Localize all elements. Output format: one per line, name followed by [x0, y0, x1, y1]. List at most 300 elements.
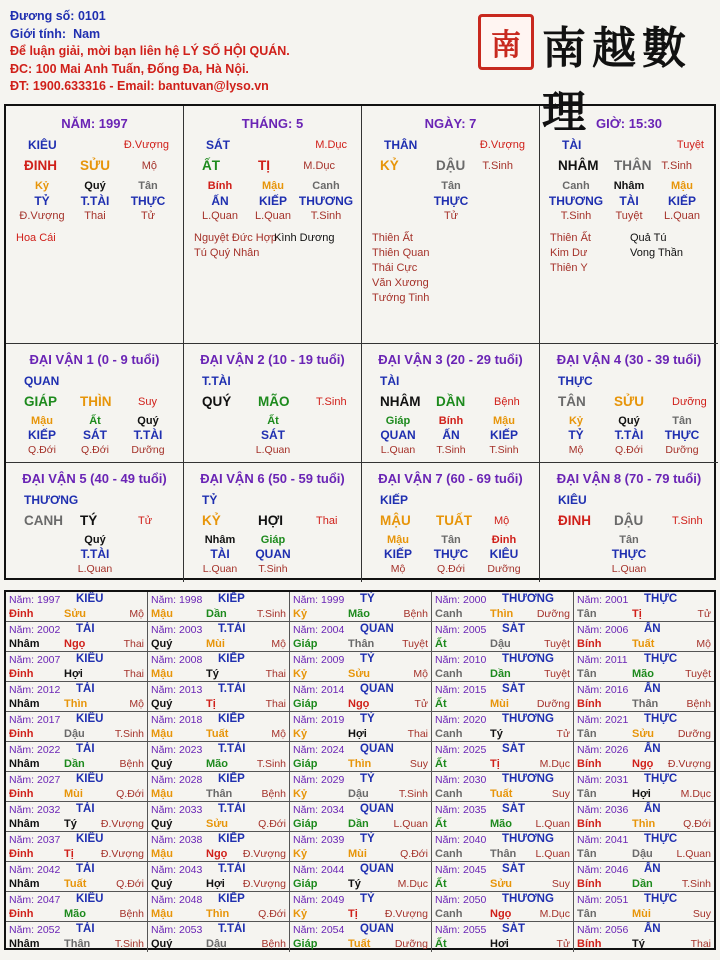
year-branch: Mùi	[490, 698, 509, 710]
year-state: Tuyệt	[544, 638, 570, 650]
year-stem: Ất	[435, 758, 447, 770]
year-stem: Canh	[435, 788, 463, 800]
year-state: Tử	[414, 698, 428, 710]
year-branch: Dậu	[490, 638, 511, 650]
pillar-branch-state: M.Dục	[303, 160, 335, 172]
year-god: KIÊU	[76, 593, 104, 605]
seal-glyph: 南	[491, 28, 521, 63]
hidden-god: TÀI	[619, 194, 639, 208]
dai-van-god: KIÊU	[558, 493, 587, 507]
hidden-state: Mộ	[390, 563, 406, 575]
year-branch: Thìn	[348, 758, 372, 770]
year-stem: Nhâm	[9, 878, 40, 890]
year-label: Năm: 2046	[577, 864, 629, 876]
year-cell	[290, 592, 432, 622]
year-state: Dưỡng	[536, 698, 570, 710]
hidden-stem: Quý	[137, 415, 159, 427]
year-god: QUAN	[360, 623, 394, 635]
year-stem: Tân	[577, 848, 597, 860]
hidden-stem: Tân	[672, 415, 692, 427]
year-god: TỶ	[360, 653, 375, 665]
year-god: SÁT	[502, 863, 525, 875]
year-label: Năm: 2035	[435, 804, 487, 816]
dai-van-god: T.TÀI	[202, 374, 231, 388]
pillar-title: NGÀY: 7	[424, 116, 477, 131]
hidden-state: Dưỡng	[131, 444, 165, 456]
year-cell	[6, 802, 148, 832]
year-cell	[148, 802, 290, 832]
year-god: SÁT	[502, 683, 525, 695]
year-branch: Tuất	[490, 788, 513, 800]
dai-van-title: ĐẠI VẬN 6 (50 - 59 tuổi)	[200, 471, 345, 486]
year-branch: Thìn	[64, 698, 88, 710]
year-branch: Tý	[206, 668, 219, 680]
year-state: Suy	[692, 908, 711, 920]
year-branch: Tý	[348, 878, 361, 890]
dai-van-branch-state: Bệnh	[494, 396, 520, 408]
dai-van-branch: THÌN	[80, 394, 112, 409]
hidden-stem: Mậu	[671, 180, 693, 192]
pillar-title: NĂM: 1997	[61, 116, 128, 131]
year-god: T.TÀI	[218, 803, 246, 815]
hidden-stem: Tân	[619, 534, 639, 546]
year-stem: Ất	[435, 638, 447, 650]
dai-van-stem: KỶ	[202, 513, 221, 528]
hidden-state: L.Quan	[202, 563, 238, 575]
year-stem: Ất	[435, 938, 447, 950]
year-branch: Sửu	[490, 878, 513, 890]
pillar-stem: ẤT	[202, 158, 220, 173]
year-state: Tuyệt	[544, 668, 570, 680]
year-god: KIẾP	[218, 593, 245, 605]
hidden-state: L.Quan	[611, 563, 647, 575]
year-stem: Đinh	[9, 728, 34, 740]
year-stem: Kỷ	[293, 608, 308, 620]
year-cell	[432, 862, 574, 892]
year-label: Năm: 2025	[435, 744, 487, 756]
year-god: ẤN	[644, 803, 661, 815]
year-cell	[290, 772, 432, 802]
year-cell	[6, 592, 148, 622]
pillar-branch: THÂN	[614, 158, 652, 173]
year-stem: Kỷ	[293, 728, 308, 740]
hidden-god: SÁT	[83, 428, 107, 442]
year-state: Bệnh	[261, 788, 286, 800]
year-branch: Mão	[206, 758, 228, 770]
star-name: Thiên Ất	[372, 232, 413, 244]
year-cell	[574, 802, 714, 832]
year-state: Q.Đới	[683, 818, 711, 830]
year-god: THƯƠNG	[502, 593, 554, 605]
chart-header	[10, 8, 290, 96]
year-branch: Thân	[64, 938, 91, 950]
year-stem: Mậu	[151, 608, 173, 620]
year-god: THƯƠNG	[502, 893, 554, 905]
dai-van-branch: DẦN	[436, 394, 466, 409]
year-cell	[148, 832, 290, 862]
year-branch: Tý	[64, 818, 77, 830]
year-state: Bệnh	[686, 698, 711, 710]
year-stem: Bính	[577, 758, 602, 770]
hidden-state: Tuyệt	[615, 210, 643, 222]
star-name: Vong Thần	[630, 247, 684, 259]
star-name: Hoa Cái	[16, 232, 56, 244]
year-state: Q.Đới	[116, 878, 144, 890]
year-cell	[574, 742, 714, 772]
hidden-stem: Bính	[207, 180, 233, 192]
hidden-stem: Tân	[441, 180, 461, 192]
year-branch: Sửu	[206, 818, 229, 830]
year-label: Năm: 2053	[151, 924, 203, 936]
dai-van-cell	[6, 344, 184, 463]
year-state: M.Dục	[539, 758, 570, 770]
hidden-god: T.TÀI	[133, 428, 163, 442]
hidden-state: L.Quan	[255, 444, 291, 456]
dai-van-stem: ĐINH	[558, 513, 591, 528]
year-cell	[574, 592, 714, 622]
year-state: Bệnh	[261, 938, 286, 950]
year-god: QUAN	[360, 743, 394, 755]
year-god: THƯƠNG	[502, 833, 554, 845]
year-label: Năm: 2012	[9, 684, 61, 696]
hidden-stem: Mậu	[493, 415, 515, 427]
year-stem: Giáp	[293, 818, 318, 830]
year-label: Năm: 2003	[151, 624, 203, 636]
dai-van-branch: TÝ	[80, 513, 98, 528]
hidden-stem: Quý	[618, 415, 640, 427]
year-stem: Canh	[435, 908, 463, 920]
year-god: T.TÀI	[218, 623, 246, 635]
red-seal-icon	[478, 14, 534, 70]
star-list-2	[274, 231, 334, 246]
year-god: KIẾP	[218, 773, 245, 785]
year-cell	[148, 712, 290, 742]
hidden-stem: Bính	[438, 415, 464, 427]
year-state: Đ.Vượng	[384, 908, 428, 920]
hidden-god: T.TÀI	[80, 547, 110, 561]
hidden-state: Q.Đới	[437, 563, 465, 575]
star-name: Thiên Ất	[550, 232, 591, 244]
year-label: Năm: 2001	[577, 594, 629, 606]
year-label: Năm: 2033	[151, 804, 203, 816]
dai-van-god: TÀI	[380, 374, 400, 388]
pillar-branch: SỬU	[80, 158, 110, 173]
year-god: KIÊU	[76, 893, 104, 905]
hidden-god: KIẾP	[667, 194, 697, 208]
year-god: TỶ	[360, 593, 375, 605]
gender-value: Nam	[73, 26, 101, 41]
hidden-god: ẤN	[442, 428, 460, 442]
year-branch: Dần	[632, 878, 653, 890]
year-label: Năm: 2042	[9, 864, 61, 876]
year-cell	[574, 652, 714, 682]
year-cell	[574, 832, 714, 862]
year-stem: Đinh	[9, 848, 34, 860]
hidden-god: T.TÀI	[614, 428, 644, 442]
year-god: THỰC	[644, 893, 678, 905]
pillar-god: SÁT	[206, 138, 230, 152]
star-name: Quả Tú	[630, 232, 667, 244]
year-branch: Ngọ	[64, 638, 86, 650]
year-god: T.TÀI	[218, 743, 246, 755]
year-cell	[432, 892, 574, 922]
hidden-god: QUAN	[380, 428, 416, 442]
year-cell	[148, 742, 290, 772]
pillar-title: THÁNG: 5	[241, 116, 304, 131]
year-branch: Dần	[206, 608, 227, 620]
pillar-stem: NHÂM	[558, 158, 599, 173]
dai-van-stem: GIÁP	[24, 394, 58, 409]
year-state: M.Dục	[680, 788, 711, 800]
year-stem: Bính	[577, 938, 602, 950]
year-state: L.Quan	[393, 818, 428, 830]
year-stem: Đinh	[9, 908, 34, 920]
year-state: Dưỡng	[394, 938, 428, 950]
dai-van-title: ĐẠI VẬN 4 (30 - 39 tuổi)	[556, 352, 702, 367]
year-cell	[574, 622, 714, 652]
year-cell	[6, 622, 148, 652]
year-cell	[6, 922, 148, 952]
year-label: Năm: 2022	[9, 744, 61, 756]
year-god: TÀI	[76, 623, 95, 635]
pillar-god: TÀI	[562, 138, 582, 152]
year-stem: Quý	[151, 638, 173, 650]
year-god: T.TÀI	[218, 863, 246, 875]
year-branch: Sửu	[64, 608, 87, 620]
year-state: Tử	[556, 728, 570, 740]
year-cell	[290, 742, 432, 772]
pillar-state: M.Dục	[315, 139, 347, 151]
year-label: Năm: 2054	[293, 924, 345, 936]
year-stem: Bính	[577, 878, 602, 890]
year-label: Năm: 2028	[151, 774, 203, 786]
hidden-state: Tử	[443, 210, 459, 222]
year-state: Đ.Vượng	[100, 848, 144, 860]
year-stem: Mậu	[151, 728, 173, 740]
star-list	[194, 231, 277, 261]
hidden-state: Tử	[140, 210, 156, 222]
dai-van-branch-state: Tử	[138, 515, 153, 527]
pillar-state: Đ.Vượng	[123, 139, 169, 151]
hidden-state: T.Sinh	[436, 444, 466, 456]
hidden-stem: Canh	[312, 180, 340, 192]
year-state: M.Dục	[397, 878, 428, 890]
year-label: Năm: 2023	[151, 744, 203, 756]
year-cell	[290, 712, 432, 742]
year-stem: Bính	[577, 818, 602, 830]
star-list	[550, 231, 591, 276]
year-stem: Bính	[577, 638, 602, 650]
year-stem: Nhâm	[9, 938, 40, 950]
year-god: SÁT	[502, 623, 525, 635]
year-branch: Tị	[64, 848, 74, 860]
year-label: Năm: 2041	[577, 834, 629, 846]
hidden-state: L.Quan	[77, 563, 113, 575]
dai-van-stem: QUÝ	[202, 394, 232, 409]
year-god: TÀI	[76, 803, 95, 815]
year-label: Năm: 2052	[9, 924, 61, 936]
year-branch: Sửu	[632, 728, 655, 740]
year-label: Năm: 2036	[577, 804, 629, 816]
year-label: Năm: 2021	[577, 714, 629, 726]
year-cell	[148, 592, 290, 622]
dai-van-stem: CANH	[24, 513, 63, 528]
year-stem: Canh	[435, 608, 463, 620]
year-label: Năm: 2037	[9, 834, 61, 846]
dai-van-stem: MẬU	[380, 513, 411, 528]
year-state: Q.Đới	[400, 848, 428, 860]
year-cell	[432, 922, 574, 952]
pillar-branch: TỊ	[258, 158, 270, 173]
star-list	[372, 231, 429, 306]
year-branch: Dậu	[632, 848, 653, 860]
year-state: Suy	[551, 878, 570, 890]
year-label: Năm: 1997	[9, 594, 61, 606]
pillar-branch-state: T.Sinh	[661, 160, 692, 172]
year-branch: Mùi	[206, 638, 225, 650]
year-state: Tử	[556, 938, 570, 950]
year-state: Q.Đới	[258, 818, 286, 830]
dai-van-branch: DẬU	[614, 513, 644, 528]
year-god: KIẾP	[218, 893, 245, 905]
year-god: THƯƠNG	[502, 653, 554, 665]
year-label: Năm: 2011	[577, 654, 628, 666]
hidden-stem: Kỷ	[34, 180, 50, 192]
year-state: M.Dục	[539, 908, 570, 920]
year-branch: Thân	[632, 698, 659, 710]
year-cell	[432, 592, 574, 622]
year-stem: Mậu	[151, 788, 173, 800]
year-cell	[290, 892, 432, 922]
year-cell	[574, 862, 714, 892]
pillar-stem: KỶ	[380, 158, 399, 173]
year-label: Năm: 2047	[9, 894, 61, 906]
year-branch: Tị	[206, 698, 216, 710]
year-god: KIÊU	[76, 833, 104, 845]
year-god: KIÊU	[76, 653, 104, 665]
year-state: Mộ	[129, 608, 144, 620]
dai-van-cell	[362, 344, 540, 463]
year-branch: Tuất	[348, 938, 371, 950]
year-stem: Kỷ	[293, 908, 308, 920]
year-god: ẤN	[644, 623, 661, 635]
year-state: Bệnh	[119, 758, 144, 770]
year-stem: Giáp	[293, 758, 318, 770]
dai-van-title: ĐẠI VẬN 7 (60 - 69 tuổi)	[378, 471, 523, 486]
year-state: Mộ	[271, 638, 286, 650]
year-cell	[432, 652, 574, 682]
year-label: Năm: 2006	[577, 624, 629, 636]
year-stem: Kỷ	[293, 668, 308, 680]
year-state: L.Quan	[535, 818, 570, 830]
hidden-god: THỰC	[433, 194, 469, 208]
year-god: THỰC	[644, 773, 678, 785]
hidden-stem: Mậu	[262, 180, 284, 192]
star-name: Tướng Tinh	[372, 292, 430, 304]
year-branch: Ngọ	[206, 848, 228, 860]
year-label: Năm: 2045	[435, 864, 487, 876]
hidden-state: L.Quan	[254, 210, 292, 222]
year-cell	[6, 892, 148, 922]
year-label: Năm: 2015	[435, 684, 487, 696]
owner-label: Đương số:	[10, 9, 75, 23]
year-god: KIẾP	[218, 833, 245, 845]
year-god: QUAN	[360, 863, 394, 875]
star-name: Thiên Y	[550, 262, 588, 274]
year-god: ẤN	[644, 743, 661, 755]
phone-email-line: ĐT: 1900.633316 - Email: bantuvan@lyso.vn	[10, 79, 269, 93]
year-branch: Tị	[490, 758, 500, 770]
pillar-state: Tuyệt	[676, 139, 704, 151]
hidden-state: T.Sinh	[310, 210, 342, 222]
year-branch: Dần	[64, 758, 85, 770]
star-name: Thiên Quan	[372, 247, 430, 259]
hidden-god: THƯƠNG	[298, 194, 354, 208]
year-branch: Thìn	[490, 608, 514, 620]
year-branch: Mão	[64, 908, 86, 920]
year-stem: Quý	[151, 818, 173, 830]
hidden-state: Q.Đới	[615, 444, 643, 456]
hidden-god: ẤN	[211, 194, 229, 208]
hidden-god: THỰC	[664, 428, 700, 442]
brand-title: 南越數理	[542, 23, 692, 138]
dai-van-title: ĐẠI VẬN 8 (70 - 79 tuổi)	[556, 471, 702, 486]
year-branch: Dậu	[348, 788, 369, 800]
year-cell	[290, 862, 432, 892]
year-stem: Đinh	[9, 788, 34, 800]
dai-van-cell	[6, 463, 184, 582]
year-cell	[148, 862, 290, 892]
year-branch: Mùi	[632, 908, 651, 920]
year-label: Năm: 2049	[293, 894, 345, 906]
year-god: QUAN	[360, 683, 394, 695]
year-state: T.Sinh	[256, 608, 286, 620]
year-god: TÀI	[76, 683, 95, 695]
year-branch: Ngọ	[490, 908, 512, 920]
year-branch: Mão	[632, 668, 654, 680]
year-state: Thai	[265, 668, 286, 680]
year-stem: Giáp	[293, 878, 318, 890]
pillar-branch: DẬU	[436, 158, 466, 173]
year-stem: Quý	[151, 878, 173, 890]
year-state: Tuyệt	[402, 638, 428, 650]
year-god: T.TÀI	[218, 923, 246, 935]
pillar-stem: ĐINH	[24, 158, 57, 173]
year-branch: Dần	[348, 818, 369, 830]
year-cell	[432, 742, 574, 772]
hidden-state: Q.Đới	[28, 444, 56, 456]
year-branch: Thìn	[206, 908, 230, 920]
year-stem: Mậu	[151, 848, 173, 860]
year-cell	[574, 922, 714, 952]
hidden-god: KIẾP	[383, 547, 413, 561]
hidden-stem: Đinh	[491, 534, 517, 546]
year-branch: Thân	[490, 848, 517, 860]
dai-van-branch-state: Mộ	[494, 515, 510, 527]
year-god: TỶ	[360, 713, 375, 725]
year-stem: Tân	[577, 668, 597, 680]
year-label: Năm: 2040	[435, 834, 487, 846]
year-label: Năm: 2055	[435, 924, 487, 936]
address-line: ĐC: 100 Mai Anh Tuấn, Đống Đa, Hà Nội.	[10, 61, 249, 76]
year-branch: Dậu	[64, 728, 85, 740]
year-label: Năm: 2044	[293, 864, 345, 876]
year-label: Năm: 2034	[293, 804, 345, 816]
hidden-stem: Canh	[562, 180, 590, 192]
year-branch: Hợi	[206, 878, 225, 890]
dai-van-branch-state: T.Sinh	[316, 396, 347, 408]
dai-van-cell	[362, 463, 540, 582]
